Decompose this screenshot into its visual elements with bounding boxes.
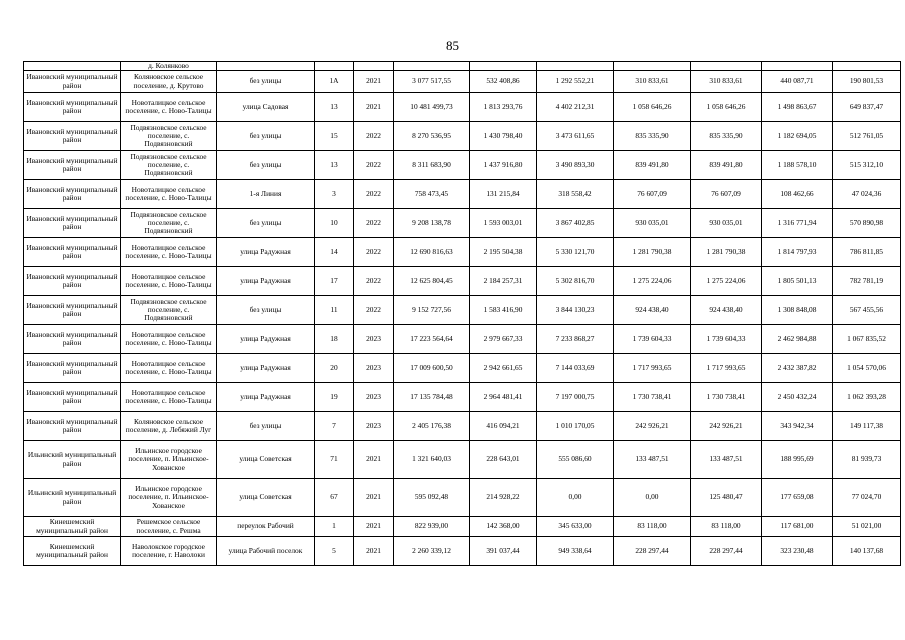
year-cell: 2023 [354, 412, 394, 441]
amount-cell: 1 730 738,41 [691, 383, 762, 412]
total-cost-cell: 8 270 536,95 [394, 122, 470, 151]
amount-cell: 649 837,47 [833, 93, 901, 122]
amount-cell: 1 814 797,93 [762, 238, 833, 267]
amount-cell: 343 942,34 [762, 412, 833, 441]
amount-cell: 228 643,01 [470, 441, 537, 479]
district-cell: Ивановский муниципальный район [24, 354, 121, 383]
amount-cell: 924 438,40 [614, 296, 691, 325]
amount-cell: 1 717 993,65 [614, 354, 691, 383]
amount-cell: 391 037,44 [470, 537, 537, 566]
amount-cell [537, 62, 614, 71]
amount-cell: 1 717 993,65 [691, 354, 762, 383]
amount-cell: 228 297,44 [614, 537, 691, 566]
amount-cell [833, 62, 901, 71]
data-table [23, 61, 901, 566]
amount-cell: 2 195 504,38 [470, 238, 537, 267]
settlement-cell: Новоталицкое сельское поселение, с. Ново-Талицы [121, 180, 217, 209]
district-cell: Ивановский муниципальный район [24, 151, 121, 180]
amount-cell: 5 330 121,70 [537, 238, 614, 267]
street-cell: улица Радужная [217, 383, 315, 412]
year-cell: 2022 [354, 151, 394, 180]
amount-cell: 555 086,60 [537, 441, 614, 479]
settlement-cell: Ильинское городское поселение, п. Ильинское-Хованское [121, 479, 217, 517]
amount-cell: 1 054 570,06 [833, 354, 901, 383]
amount-cell: 1 182 694,05 [762, 122, 833, 151]
amount-cell: 515 312,10 [833, 151, 901, 180]
district-cell: Ивановский муниципальный район [24, 296, 121, 325]
total-cost-cell: 1 321 640,03 [394, 441, 470, 479]
amount-cell: 214 928,22 [470, 479, 537, 517]
district-cell: Ивановский муниципальный район [24, 71, 121, 93]
amount-cell: 190 801,53 [833, 71, 901, 93]
district-cell: Ивановский муниципальный район [24, 122, 121, 151]
street-cell: без улицы [217, 122, 315, 151]
amount-cell: 786 811,85 [833, 238, 901, 267]
amount-cell: 1 583 416,90 [470, 296, 537, 325]
amount-cell: 133 487,51 [614, 441, 691, 479]
amount-cell: 5 302 816,70 [537, 267, 614, 296]
table-row [24, 517, 901, 537]
district-cell: Ильинский муниципальный район [24, 479, 121, 517]
total-cost-cell: 595 092,48 [394, 479, 470, 517]
amount-cell: 2 964 481,41 [470, 383, 537, 412]
amount-cell: 1 058 646,26 [691, 93, 762, 122]
amount-cell: 1 739 604,33 [614, 325, 691, 354]
total-cost-cell: 10 481 499,73 [394, 93, 470, 122]
amount-cell: 3 473 611,65 [537, 122, 614, 151]
amount-cell: 131 215,84 [470, 180, 537, 209]
house-cell: 7 [315, 412, 354, 441]
total-cost-cell: 9 152 727,56 [394, 296, 470, 325]
total-cost-cell: 3 077 517,55 [394, 71, 470, 93]
settlement-cell: Новоталицкое сельское поселение, с. Ново-Талицы [121, 383, 217, 412]
table-row [24, 151, 901, 180]
total-cost-cell: 17 009 600,50 [394, 354, 470, 383]
street-cell: улица Радужная [217, 267, 315, 296]
amount-cell [614, 62, 691, 71]
amount-cell: 2 979 667,33 [470, 325, 537, 354]
amount-cell: 839 491,80 [614, 151, 691, 180]
year-cell: 2021 [354, 517, 394, 537]
year-cell: 2021 [354, 441, 394, 479]
settlement-cell: Новоталицкое сельское поселение, с. Ново-Талицы [121, 325, 217, 354]
amount-cell: 2 432 387,82 [762, 354, 833, 383]
amount-cell: 310 833,61 [691, 71, 762, 93]
amount-cell: 108 462,66 [762, 180, 833, 209]
total-cost-cell: 9 208 138,78 [394, 209, 470, 238]
amount-cell: 1 593 003,01 [470, 209, 537, 238]
amount-cell: 1 281 790,38 [691, 238, 762, 267]
total-cost-cell: 758 473,45 [394, 180, 470, 209]
amount-cell: 323 230,48 [762, 537, 833, 566]
street-cell: без улицы [217, 151, 315, 180]
amount-cell: 0,00 [537, 479, 614, 517]
total-cost-cell: 822 939,00 [394, 517, 470, 537]
total-cost-cell: 17 223 564,64 [394, 325, 470, 354]
district-cell: Ивановский муниципальный район [24, 412, 121, 441]
amount-cell: 345 633,00 [537, 517, 614, 537]
amount-cell: 1 292 552,21 [537, 71, 614, 93]
amount-cell: 440 087,71 [762, 71, 833, 93]
amount-cell: 1 010 170,05 [537, 412, 614, 441]
district-cell: Кинешемский муниципальный район [24, 537, 121, 566]
settlement-cell: Подвязновское сельское поселение, с. Подвязновский [121, 296, 217, 325]
year-cell: 2023 [354, 325, 394, 354]
house-cell: 13 [315, 93, 354, 122]
amount-cell: 140 137,68 [833, 537, 901, 566]
amount-cell: 835 335,90 [691, 122, 762, 151]
house-cell: 3 [315, 180, 354, 209]
amount-cell: 7 144 033,69 [537, 354, 614, 383]
settlement-cell: Новоталицкое сельское поселение, с. Ново-Талицы [121, 238, 217, 267]
amount-cell: 416 094,21 [470, 412, 537, 441]
amount-cell: 835 335,90 [614, 122, 691, 151]
street-cell: улица Радужная [217, 238, 315, 267]
amount-cell: 188 995,69 [762, 441, 833, 479]
amount-cell: 177 659,08 [762, 479, 833, 517]
table-row [24, 325, 901, 354]
amount-cell: 1 275 224,06 [691, 267, 762, 296]
table-row [24, 441, 901, 479]
settlement-cell: Подвязновское сельское поселение, с. Подвязновский [121, 122, 217, 151]
amount-cell: 83 118,00 [614, 517, 691, 537]
district-cell: Ивановский муниципальный район [24, 180, 121, 209]
year-cell: 2023 [354, 354, 394, 383]
amount-cell: 81 939,73 [833, 441, 901, 479]
amount-cell [762, 62, 833, 71]
district-cell: Ивановский муниципальный район [24, 93, 121, 122]
total-cost-cell: 12 690 816,63 [394, 238, 470, 267]
total-cost-cell: 8 311 683,90 [394, 151, 470, 180]
house-cell: 19 [315, 383, 354, 412]
year-cell: 2021 [354, 71, 394, 93]
year-cell: 2022 [354, 209, 394, 238]
house-cell: 11 [315, 296, 354, 325]
amount-cell: 117 681,00 [762, 517, 833, 537]
district-cell: Ивановский муниципальный район [24, 383, 121, 412]
amount-cell: 839 491,80 [691, 151, 762, 180]
amount-cell: 7 197 000,75 [537, 383, 614, 412]
amount-cell: 7 233 868,27 [537, 325, 614, 354]
table-row [24, 180, 901, 209]
amount-cell: 1 813 293,76 [470, 93, 537, 122]
amount-cell: 567 455,56 [833, 296, 901, 325]
amount-cell: 76 607,09 [691, 180, 762, 209]
district-cell: Ивановский муниципальный район [24, 267, 121, 296]
amount-cell: 1 437 916,80 [470, 151, 537, 180]
settlement-cell: Ильинское городское поселение, п. Ильинское-Хованское [121, 441, 217, 479]
amount-cell: 1 430 798,40 [470, 122, 537, 151]
table-row [24, 209, 901, 238]
table-row [24, 93, 901, 122]
amount-cell: 949 338,64 [537, 537, 614, 566]
settlement-cell: Подвязновское сельское поселение, с. Подвязновский [121, 209, 217, 238]
amount-cell: 1 805 501,13 [762, 267, 833, 296]
amount-cell: 1 058 646,26 [614, 93, 691, 122]
house-cell: 67 [315, 479, 354, 517]
table-row [24, 383, 901, 412]
house-cell: 5 [315, 537, 354, 566]
total-cost-cell: 12 625 804,45 [394, 267, 470, 296]
table-row [24, 267, 901, 296]
total-cost-cell: 2 405 176,38 [394, 412, 470, 441]
amount-cell: 1 188 578,10 [762, 151, 833, 180]
house-cell: 10 [315, 209, 354, 238]
settlement-cell: Новоталицкое сельское поселение, с. Ново-Талицы [121, 93, 217, 122]
amount-cell: 1 062 393,28 [833, 383, 901, 412]
amount-cell [470, 62, 537, 71]
house-cell: 18 [315, 325, 354, 354]
amount-cell: 3 844 130,23 [537, 296, 614, 325]
amount-cell: 149 117,38 [833, 412, 901, 441]
house-cell [315, 62, 354, 71]
settlement-cell: д. Колянково [121, 62, 217, 71]
settlement-cell: Коляновское сельское поселение, д. Лебяжий Луг [121, 412, 217, 441]
amount-cell: 310 833,61 [614, 71, 691, 93]
house-cell: 1А [315, 71, 354, 93]
street-cell: улица Садовая [217, 93, 315, 122]
amount-cell: 228 297,44 [691, 537, 762, 566]
street-cell: улица Советская [217, 441, 315, 479]
amount-cell: 133 487,51 [691, 441, 762, 479]
house-cell: 20 [315, 354, 354, 383]
amount-cell: 3 867 402,85 [537, 209, 614, 238]
page-number: 85 [446, 38, 459, 53]
amount-cell: 782 781,19 [833, 267, 901, 296]
table-row [24, 238, 901, 267]
table-row [24, 62, 901, 71]
amount-cell: 76 607,09 [614, 180, 691, 209]
amount-cell: 47 024,36 [833, 180, 901, 209]
year-cell: 2022 [354, 296, 394, 325]
street-cell: переулок Рабочий [217, 517, 315, 537]
district-cell: Ивановский муниципальный район [24, 238, 121, 267]
year-cell: 2022 [354, 238, 394, 267]
street-cell: без улицы [217, 71, 315, 93]
amount-cell: 2 942 661,65 [470, 354, 537, 383]
amount-cell: 2 184 257,31 [470, 267, 537, 296]
amount-cell: 930 035,01 [691, 209, 762, 238]
amount-cell: 83 118,00 [691, 517, 762, 537]
year-cell: 2021 [354, 479, 394, 517]
table-row [24, 354, 901, 383]
house-cell: 13 [315, 151, 354, 180]
amount-cell: 3 490 893,30 [537, 151, 614, 180]
amount-cell: 1 281 790,38 [614, 238, 691, 267]
total-cost-cell: 17 135 784,48 [394, 383, 470, 412]
year-cell: 2022 [354, 267, 394, 296]
settlement-cell: Наволокское городское поселение, г. Наволоки [121, 537, 217, 566]
year-cell: 2021 [354, 537, 394, 566]
amount-cell: 242 926,21 [614, 412, 691, 441]
total-cost-cell: 2 260 339,12 [394, 537, 470, 566]
amount-cell: 1 275 224,06 [614, 267, 691, 296]
district-cell: Ивановский муниципальный район [24, 325, 121, 354]
amount-cell: 1 316 771,94 [762, 209, 833, 238]
amount-cell [394, 62, 470, 71]
settlement-cell: Новоталицкое сельское поселение, с. Ново-Талицы [121, 354, 217, 383]
amount-cell: 924 438,40 [691, 296, 762, 325]
house-cell: 14 [315, 238, 354, 267]
amount-cell [691, 62, 762, 71]
settlement-cell: Подвязновское сельское поселение, с. Подвязновский [121, 151, 217, 180]
table-row [24, 537, 901, 566]
amount-cell: 570 890,98 [833, 209, 901, 238]
amount-cell: 0,00 [614, 479, 691, 517]
year-cell: 2023 [354, 383, 394, 412]
amount-cell: 532 408,86 [470, 71, 537, 93]
settlement-cell: Коляновское сельское поселение, д. Крутово [121, 71, 217, 93]
amount-cell: 142 368,00 [470, 517, 537, 537]
year-cell: 2021 [354, 93, 394, 122]
amount-cell: 4 402 212,31 [537, 93, 614, 122]
amount-cell: 242 926,21 [691, 412, 762, 441]
year-cell: 2022 [354, 122, 394, 151]
amount-cell: 77 024,70 [833, 479, 901, 517]
house-cell: 15 [315, 122, 354, 151]
street-cell [217, 62, 315, 71]
amount-cell: 512 761,05 [833, 122, 901, 151]
amount-cell: 1 730 738,41 [614, 383, 691, 412]
table-body [24, 62, 901, 566]
amount-cell: 1 067 835,52 [833, 325, 901, 354]
amount-cell: 318 558,42 [537, 180, 614, 209]
street-cell: улица Радужная [217, 354, 315, 383]
table-row [24, 412, 901, 441]
street-cell: без улицы [217, 412, 315, 441]
street-cell: без улицы [217, 296, 315, 325]
table-row [24, 71, 901, 93]
district-cell [24, 62, 121, 71]
amount-cell: 2 462 984,88 [762, 325, 833, 354]
amount-cell: 125 480,47 [691, 479, 762, 517]
year-cell: 2022 [354, 180, 394, 209]
street-cell: улица Радужная [217, 325, 315, 354]
district-cell: Ильинский муниципальный район [24, 441, 121, 479]
amount-cell: 1 739 604,33 [691, 325, 762, 354]
district-cell: Кинешемский муниципальный район [24, 517, 121, 537]
house-cell: 17 [315, 267, 354, 296]
district-cell: Ивановский муниципальный район [24, 209, 121, 238]
year-cell [354, 62, 394, 71]
street-cell: улица Рабочий поселок [217, 537, 315, 566]
table-row [24, 296, 901, 325]
house-cell: 71 [315, 441, 354, 479]
table-row [24, 122, 901, 151]
amount-cell: 1 308 848,08 [762, 296, 833, 325]
table-row [24, 479, 901, 517]
street-cell: без улицы [217, 209, 315, 238]
street-cell: улица Советская [217, 479, 315, 517]
street-cell: 1-я Линия [217, 180, 315, 209]
amount-cell: 2 450 432,24 [762, 383, 833, 412]
settlement-cell: Решемское сельское поселение, с. Решма [121, 517, 217, 537]
house-cell: 1 [315, 517, 354, 537]
amount-cell: 51 021,00 [833, 517, 901, 537]
settlement-cell: Новоталицкое сельское поселение, с. Ново-Талицы [121, 267, 217, 296]
amount-cell: 1 498 863,67 [762, 93, 833, 122]
amount-cell: 930 035,01 [614, 209, 691, 238]
